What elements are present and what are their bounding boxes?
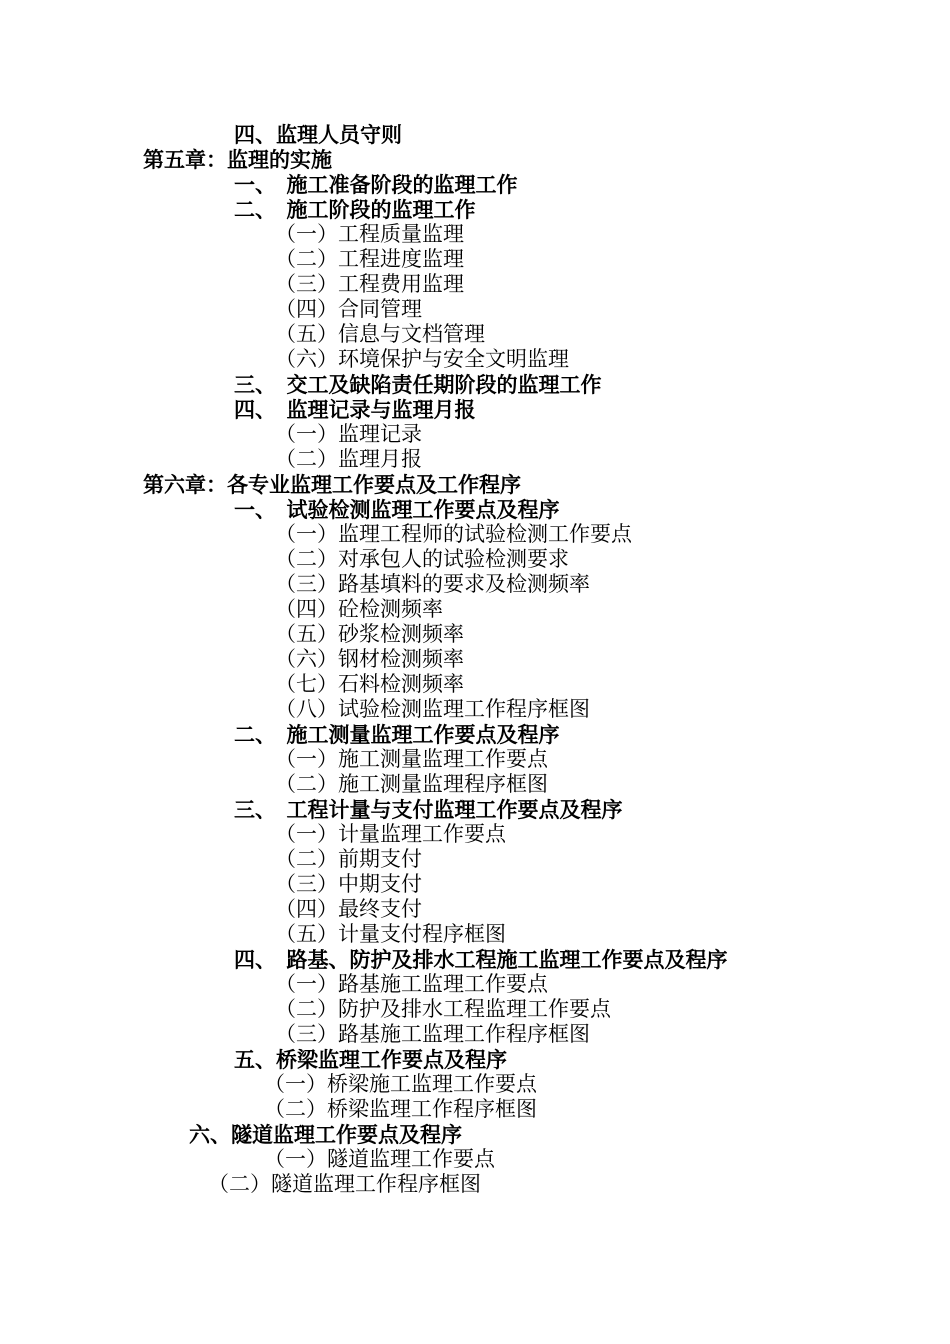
toc-line: （六）钢材检测频率 <box>275 647 464 671</box>
toc-line: （四）合同管理 <box>275 297 422 321</box>
toc-line: （一）路基施工监理工作要点 <box>275 972 548 996</box>
toc-line: （二）前期支付 <box>275 847 422 871</box>
toc-line: 五、桥梁监理工作要点及程序 <box>234 1047 507 1072</box>
toc-line: （六）环境保护与安全文明监理 <box>275 347 569 371</box>
toc-line: 二、 施工阶段的监理工作 <box>234 197 476 222</box>
toc-line: （三）工程费用监理 <box>275 272 464 296</box>
toc-line: （三）路基施工监理工作程序框图 <box>275 1022 590 1046</box>
toc-line: （一）工程质量监理 <box>275 222 464 246</box>
toc-line: （一）监理记录 <box>275 422 422 446</box>
toc-line: （二）施工测量监理程序框图 <box>275 772 548 796</box>
toc-line: 三、 工程计量与支付监理工作要点及程序 <box>234 797 623 822</box>
toc-line: （二）监理月报 <box>275 447 422 471</box>
toc-line: （一）监理工程师的试验检测工作要点 <box>275 522 632 546</box>
toc-line: （二）工程进度监理 <box>275 247 464 271</box>
toc-line: 三、 交工及缺陷责任期阶段的监理工作 <box>234 372 602 397</box>
toc-line: （四）砼检测频率 <box>275 597 443 621</box>
toc-line: （三）中期支付 <box>275 872 422 896</box>
toc-line: （五）计量支付程序框图 <box>275 922 506 946</box>
toc-line: 四、监理人员守则 <box>234 122 402 147</box>
toc-line: （四）最终支付 <box>275 897 422 921</box>
toc-line: 四、 监理记录与监理月报 <box>234 397 476 422</box>
toc-line: （五）砂浆检测频率 <box>275 622 464 646</box>
toc-line: 二、 施工测量监理工作要点及程序 <box>234 722 560 747</box>
toc-line: 一、 试验检测监理工作要点及程序 <box>234 497 560 522</box>
toc-line: 四、 路基、防护及排水工程施工监理工作要点及程序 <box>234 947 728 972</box>
toc-line: （二）对承包人的试验检测要求 <box>275 547 569 571</box>
toc-line: （二）桥梁监理工作程序框图 <box>264 1097 537 1121</box>
toc-line: （一）隧道监理工作要点 <box>264 1147 495 1171</box>
toc-line: （二）隧道监理工作程序框图 <box>208 1172 481 1196</box>
toc-line: （五）信息与文档管理 <box>275 322 485 346</box>
toc-line: （一）桥梁施工监理工作要点 <box>264 1072 537 1096</box>
toc-line: （二）防护及排水工程监理工作要点 <box>275 997 611 1021</box>
toc-line: 第五章：监理的实施 <box>143 147 332 172</box>
toc-line: （七）石料检测频率 <box>275 672 464 696</box>
toc-line: （三）路基填料的要求及检测频率 <box>275 572 590 596</box>
toc-line: （一）计量监理工作要点 <box>275 822 506 846</box>
toc-line: 一、 施工准备阶段的监理工作 <box>234 172 518 197</box>
toc-line: 六、隧道监理工作要点及程序 <box>189 1122 462 1147</box>
toc-line: （一）施工测量监理工作要点 <box>275 747 548 771</box>
toc-line: （八）试验检测监理工作程序框图 <box>275 697 590 721</box>
toc-line: 第六章：各专业监理工作要点及工作程序 <box>143 472 521 497</box>
